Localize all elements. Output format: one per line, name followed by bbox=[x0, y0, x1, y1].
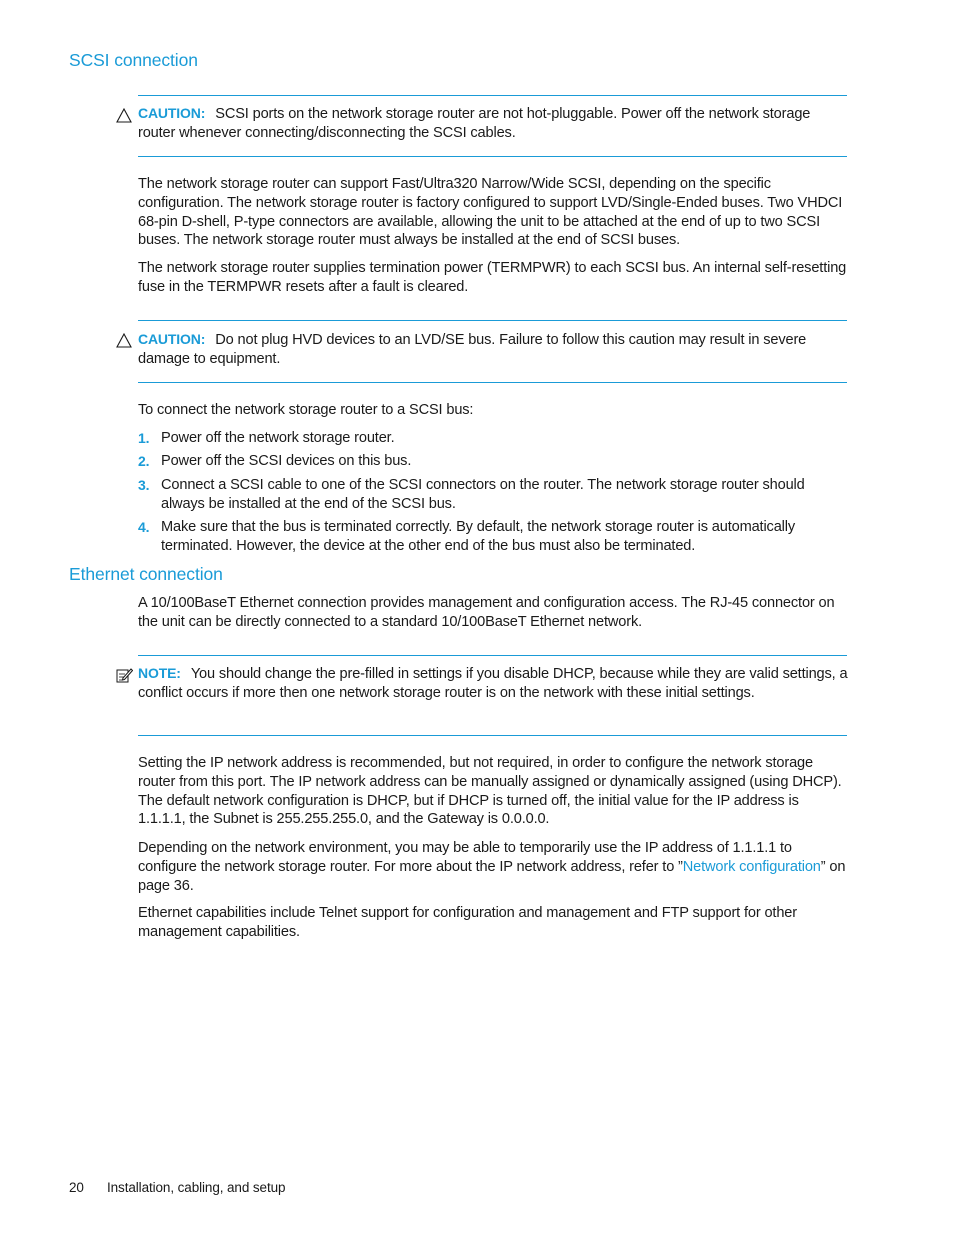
paragraph-termpwr: The network storage router supplies termination power (TERMPWR) to each SCSI bus. An internal self-resetting fuse in the TERMPWR resets after a fault is cleared. bbox=[138, 260, 847, 295]
paragraph-network-environment bbox=[138, 839, 850, 895]
step-number: 1. bbox=[138, 430, 150, 446]
caution-bottom-rule bbox=[138, 156, 847, 157]
list-item bbox=[138, 452, 850, 471]
caution-top-rule bbox=[138, 320, 847, 321]
note-dhcp bbox=[138, 664, 850, 703]
step-text: Connect a SCSI cable to one of the SCSI connectors on the router. The network storage router should always be installed at the end of the SCSI bus. bbox=[161, 477, 805, 512]
step-number: 4. bbox=[138, 519, 150, 535]
chapter-title: Installation, cabling, and setup bbox=[107, 1180, 286, 1195]
caution-label: CAUTION: bbox=[138, 105, 206, 121]
section-heading-scsi: SCSI connection bbox=[69, 50, 198, 70]
step-number: 2. bbox=[138, 453, 150, 469]
section-heading-ethernet: Ethernet connection bbox=[69, 564, 223, 584]
step-number: 3. bbox=[138, 477, 150, 493]
caution-triangle-icon bbox=[116, 108, 132, 128]
note-top-rule bbox=[138, 655, 847, 656]
caution-bottom-rule bbox=[138, 382, 847, 383]
page-number: 20 bbox=[69, 1180, 84, 1195]
caution-triangle-icon bbox=[116, 333, 132, 353]
page-footer bbox=[69, 1180, 285, 1195]
caution-text: SCSI ports on the network storage router are not hot-pluggable. Power off the network storage router whenever connecting/disconnecting the SCSI cables. bbox=[138, 106, 811, 141]
caution-text: Do not plug HVD devices to an LVD/SE bus. Failure to follow this caution may result in severe damage to equipment. bbox=[138, 332, 807, 367]
step-text: Power off the network storage router. bbox=[161, 430, 395, 446]
paragraph-connect-intro: To connect the network storage router to a SCSI bus: bbox=[138, 402, 474, 418]
step-text: Power off the SCSI devices on this bus. bbox=[161, 453, 412, 469]
list-item bbox=[138, 476, 850, 514]
paragraph-scsi-support: The network storage router can support Fast/Ultra320 Narrow/Wide SCSI, depending on the specific configuration. The network storage router is factory configured to support LVD/Single-Ended buses. Two VHDCI 68-pin D-shell, P-type connectors are available, allowing the unit to be attached at the end of up to two SCSI buses. The network storage router must always be installed at the end of SCSI buses. bbox=[138, 176, 843, 249]
paragraph-ip-address: Setting the IP network address is recommended, but not required, in order to configure the network storage router from this port. The IP network address can be manually assigned or dynamically assigned (using DHCP). The default network configuration is DHCP, but if DHCP is turned off, the initial value for the IP address is 1.1.1.1, the Subnet is 255.255.255.0, and the Gateway is 0.0.0.0. bbox=[138, 755, 842, 828]
step-text: Make sure that the bus is terminated correctly. By default, the network storage router is automatically terminated. However, the device at the other end of the bus must also be terminated. bbox=[161, 519, 796, 554]
note-text: You should change the pre-filled in settings if you disable DHCP, because while they are valid settings, a conflict occurs if more then one network storage router is on the network with these initial settings. bbox=[138, 666, 848, 701]
network-configuration-link[interactable]: Network configuration bbox=[682, 858, 821, 875]
note-pencil-icon bbox=[116, 667, 133, 688]
caution-label: CAUTION: bbox=[138, 331, 206, 347]
list-item bbox=[138, 518, 850, 556]
caution-top-rule bbox=[138, 95, 847, 96]
paragraph-text: ” on page 36. bbox=[138, 858, 846, 894]
note-bottom-rule bbox=[138, 735, 847, 736]
note-label: NOTE: bbox=[138, 665, 181, 681]
list-item bbox=[138, 429, 850, 448]
paragraph-ethernet-intro: A 10/100BaseT Ethernet connection provides management and configuration access. The RJ-45 connector on the unit can be directly connected to a standard 10/100BaseT Ethernet network. bbox=[138, 595, 835, 630]
paragraph-text: Depending on the network environment, you may be able to temporarily use the IP address of 1.1.1.1 to configure the network storage router. For more about the IP network address, refer to ” bbox=[138, 840, 792, 875]
caution-hvd bbox=[138, 330, 850, 369]
caution-scsi-hotplug bbox=[138, 104, 850, 143]
paragraph-ethernet-capabilities: Ethernet capabilities include Telnet support for configuration and management and FTP support for other management capabilities. bbox=[138, 905, 797, 940]
